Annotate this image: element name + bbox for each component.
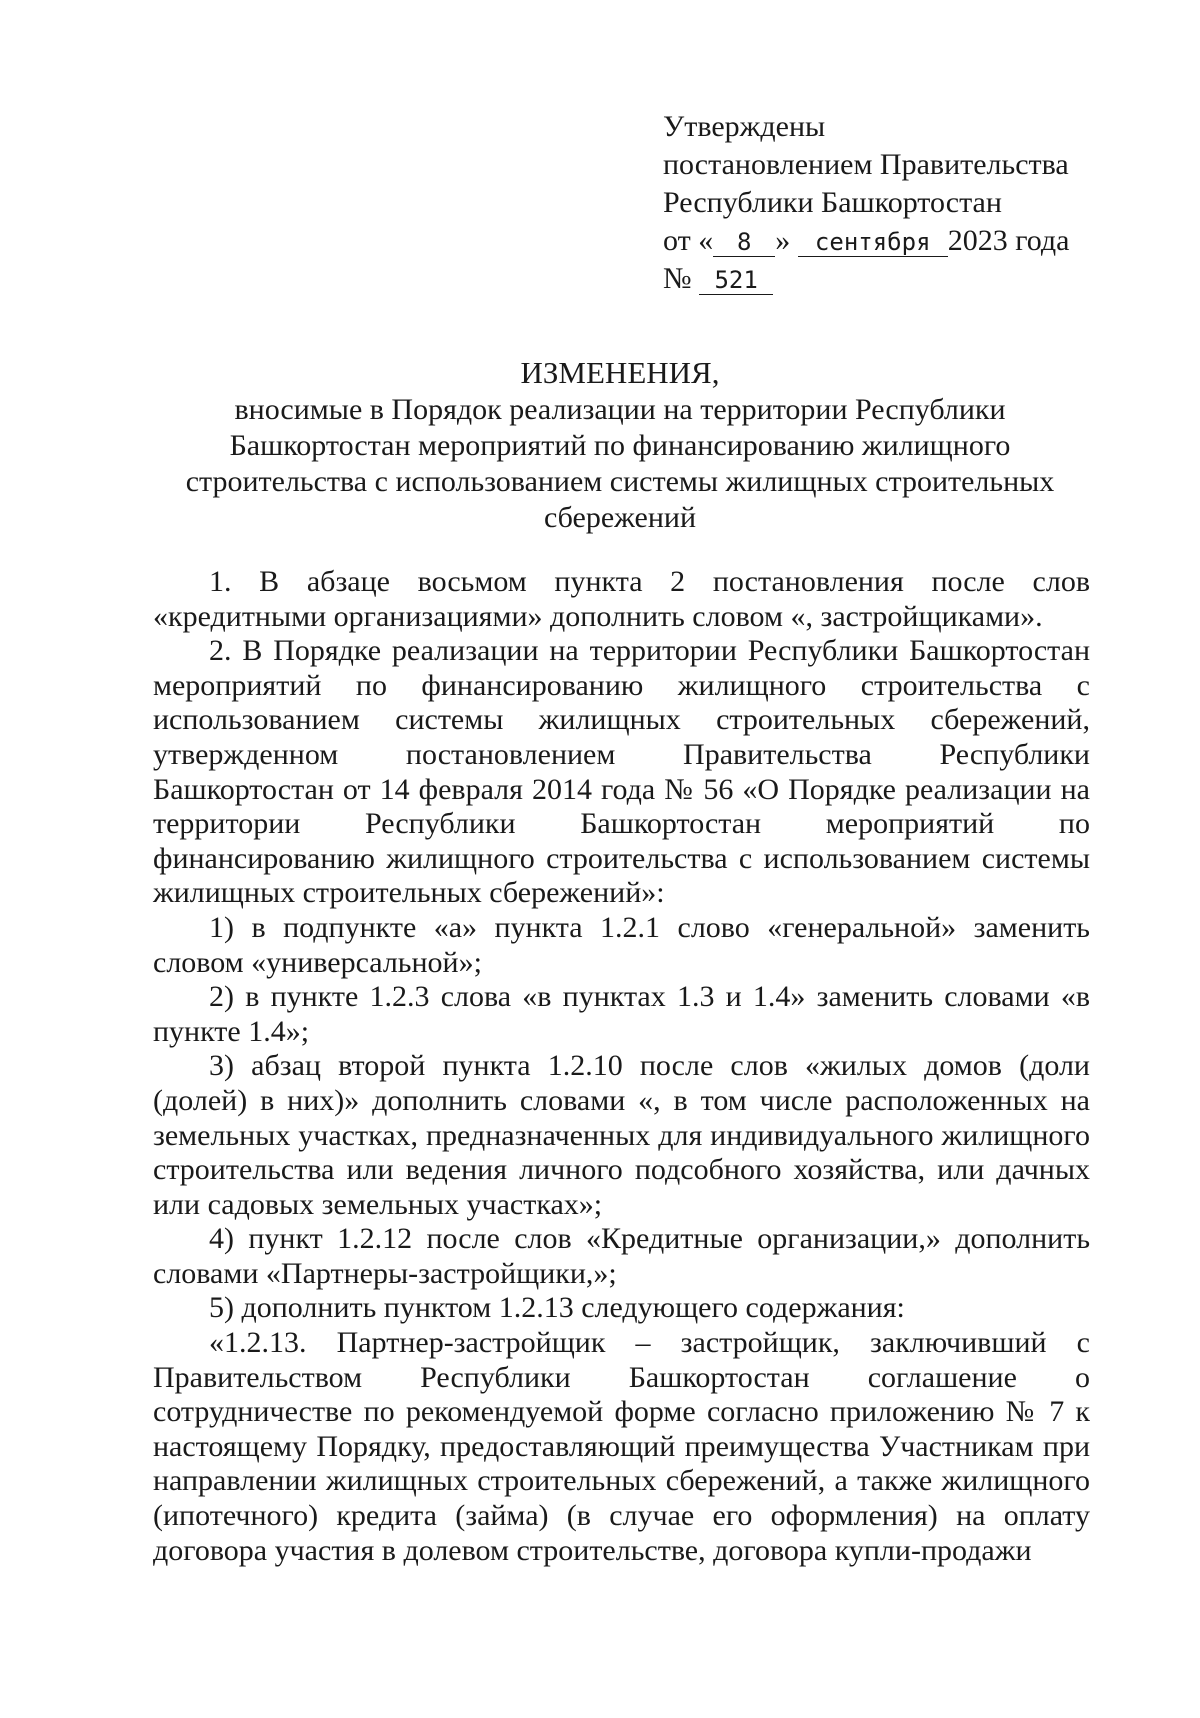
title-subtitle: вносимые в Порядок реализации на территории Республики Башкортостан мероприятий по финансированию жилищного строительства с использованием системы жилищных строительных сбережений bbox=[185, 393, 1055, 534]
date-prefix: от « bbox=[663, 224, 714, 257]
paragraph-8: «1.2.13. Партнер-застройщик – застройщик, заключивший с Правительством Республики Башкортостан соглашение о сотрудничестве по рекомендуемой форме согласно приложению № 7 к настоящему Порядку, предоставляющий преимущества Участникам при направлении жилищных строительных сбережений, а также жилищного (ипотечного) кредита (займа) (в случае его оформления) на оплату договора участия в долевом строительстве, договора купли-продажи bbox=[153, 1326, 1090, 1567]
title-main: ИЗМЕНЕНИЯ, bbox=[520, 355, 720, 390]
paragraph-2: 2. В Порядке реализации на территории Республики Башкортостан мероприятий по финансированию жилищного строительства с использованием системы жилищных строительных сбережений, утвержденном постановлением Правительства Республики Башкортостан от 14 февраля 2014 года № 56 «О Порядке реализации на территории Республики Башкортостан мероприятий по финансированию жилищного строительства с использованием системы жилищных строительных сбережений»: bbox=[153, 634, 1090, 910]
number-prefix: № bbox=[663, 262, 692, 295]
paragraph-3: 1) в подпункте «а» пункта 1.2.1 слово «генеральной» заменить словом «универсальной»; bbox=[153, 910, 1090, 979]
approval-date bbox=[663, 222, 1070, 260]
paragraph-4: 2) в пункте 1.2.3 слова «в пунктах 1.3 и 1.4» заменить словами «в пункте 1.4»; bbox=[153, 980, 1090, 1048]
date-year: 2023 года bbox=[947, 224, 1070, 257]
approval-line-3: Республики Башкортостан bbox=[663, 186, 1002, 219]
number-value: 521 bbox=[699, 266, 773, 295]
paragraph-6: 4) пункт 1.2.12 после слов «Кредитные организации,» дополнить словами «Партнеры-застройщики,»; bbox=[153, 1222, 1090, 1290]
date-month: сентября bbox=[798, 228, 948, 257]
approval-line-1: Утверждены bbox=[663, 110, 826, 143]
paragraph-7: 5) дополнить пунктом 1.2.13 следующего содержания: bbox=[209, 1291, 905, 1325]
paragraph-1: 1. В абзаце восьмом пункта 2 постановления после слов «кредитными организациями» дополнить словом «, застройщиками». bbox=[153, 565, 1090, 633]
approval-stamp bbox=[663, 108, 1070, 298]
date-day: 8 bbox=[713, 228, 775, 257]
document-body bbox=[153, 565, 1090, 1568]
document-title bbox=[150, 355, 1090, 536]
approval-number bbox=[663, 260, 1070, 298]
approval-line-2: постановлением Правительства bbox=[663, 148, 1069, 181]
paragraph-5: 3) абзац второй пункта 1.2.10 после слов «жилых домов (доли (долей) в них)» дополнить словами «, в том числе расположенных на земельных участках, предназначенных для индивидуального жилищного строительства или ведения личного подсобного хозяйства, или дачных или садовых земельных участках»; bbox=[153, 1049, 1090, 1221]
date-mid: » bbox=[775, 224, 791, 257]
